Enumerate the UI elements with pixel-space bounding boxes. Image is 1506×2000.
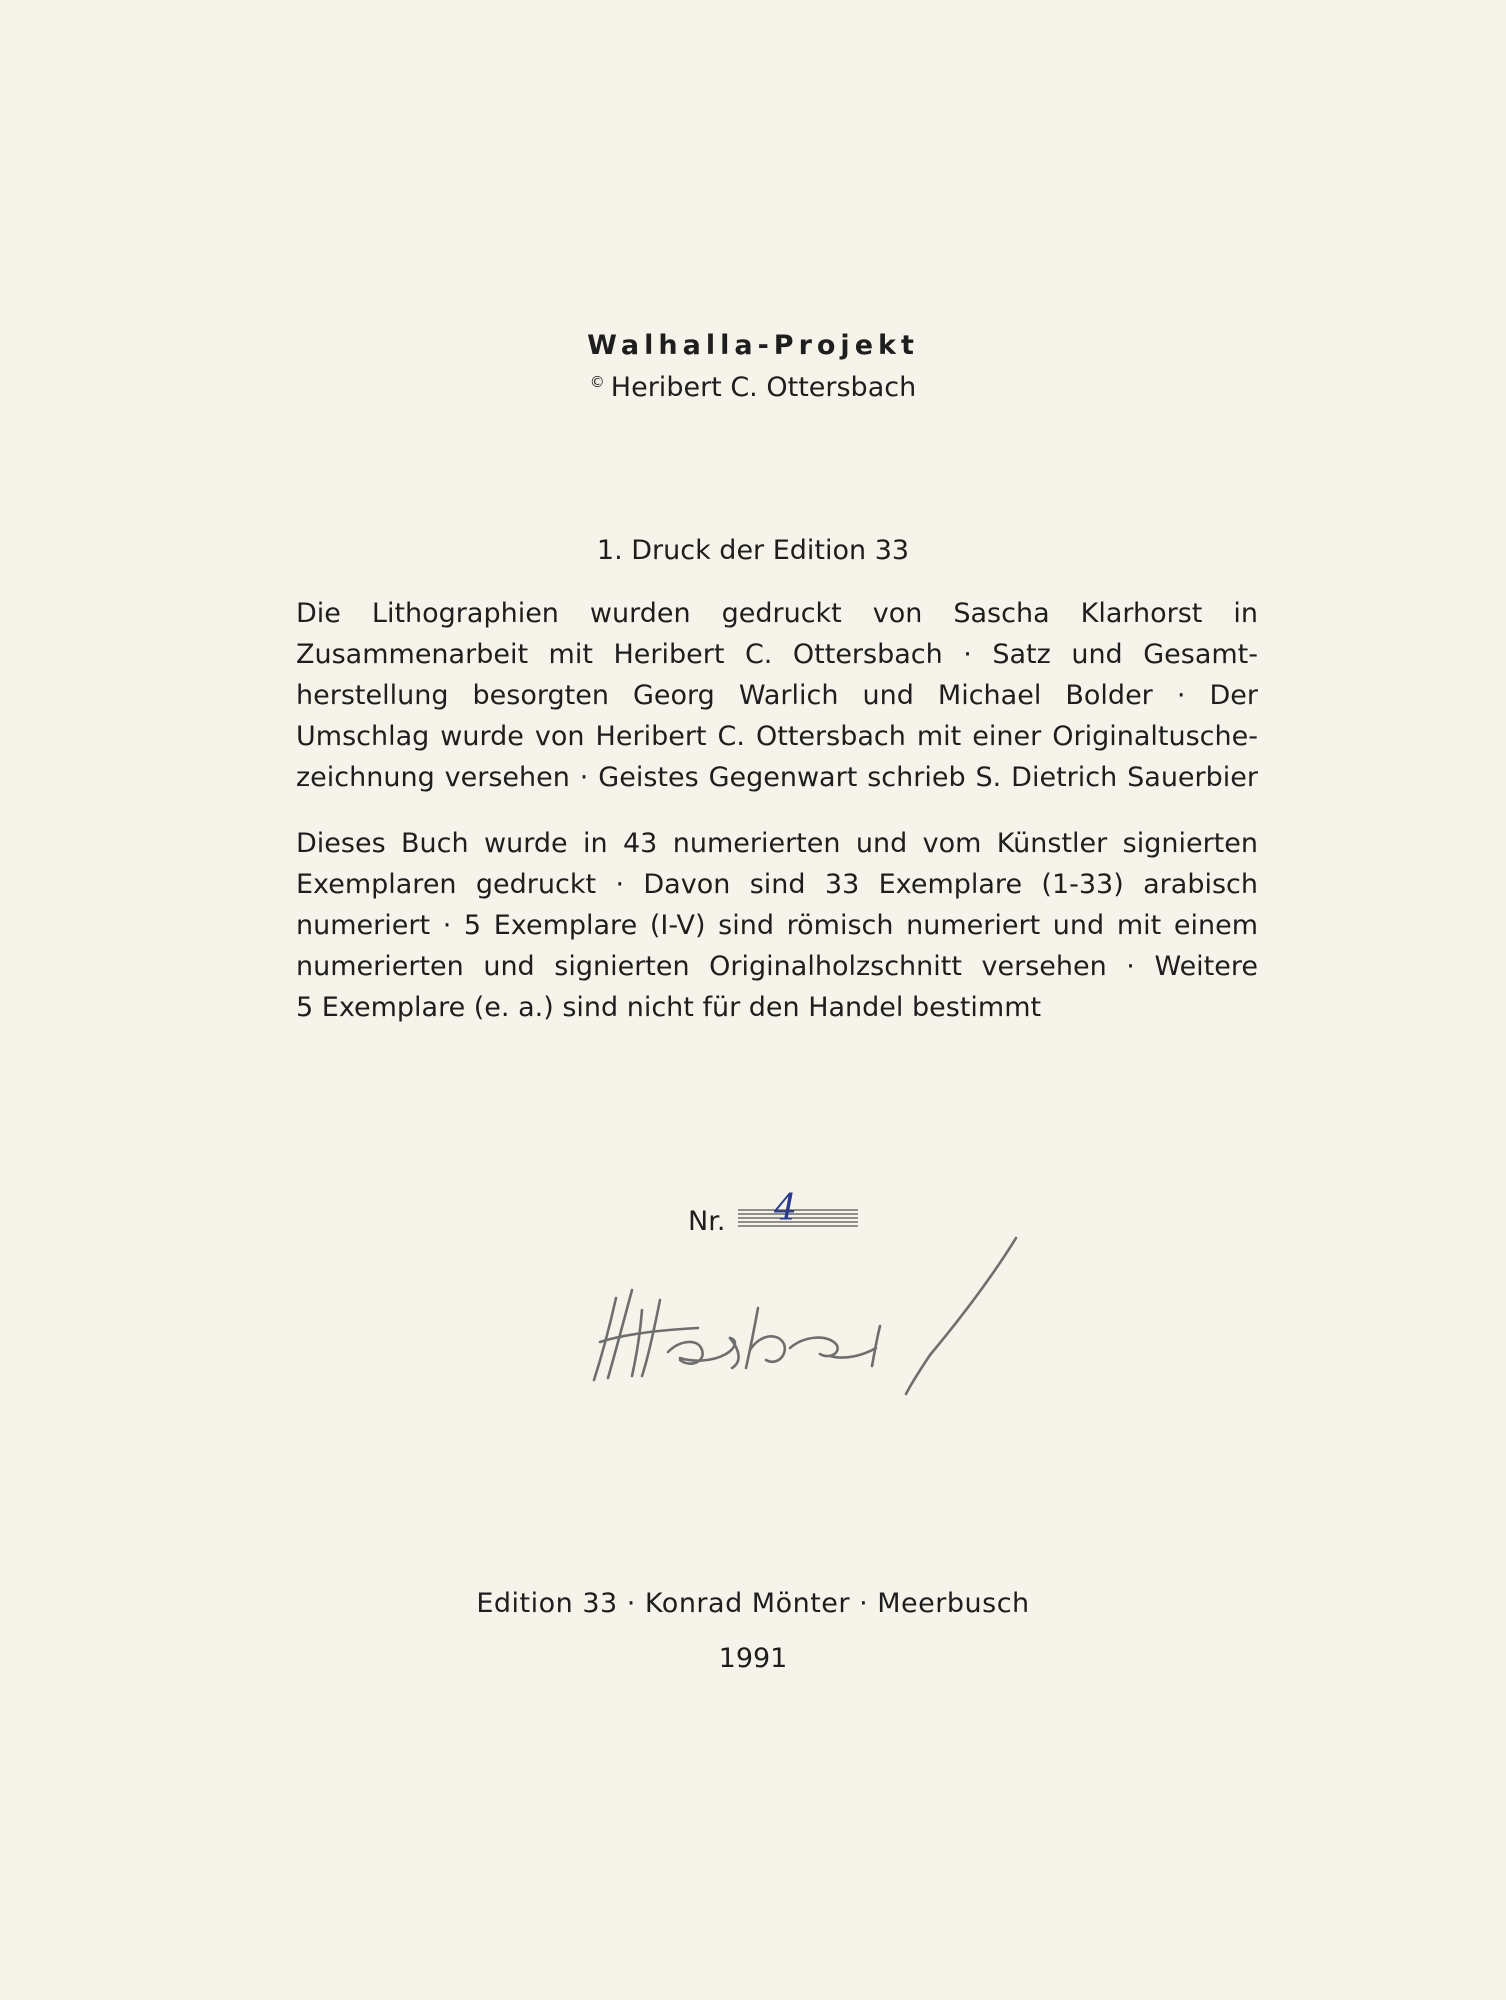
paragraph-line: Umschlag wurde von Heribert C. Ottersbach mit einer Originaltusche- bbox=[296, 721, 1258, 752]
paragraph-line: Exemplaren gedruckt · Davon sind 33 Exemplare (1-33) arabisch bbox=[296, 869, 1258, 900]
paragraph-line: Die Lithographien wurden gedruckt von Sascha Klarhorst in bbox=[296, 598, 1258, 629]
copy-number-handwritten: 4 bbox=[774, 1188, 797, 1229]
paragraph-line: herstellung besorgten Georg Warlich und Michael Bolder · Der bbox=[296, 680, 1258, 711]
copy-number-label: Nr. bbox=[688, 1206, 726, 1237]
copyright-line bbox=[0, 372, 1506, 403]
book-title: Walhalla-Projekt bbox=[587, 330, 919, 361]
paragraph-line: 5 Exemplare (e. a.) sind nicht für den Handel bestimmt bbox=[296, 992, 1042, 1023]
paragraph-line: Dieses Buch wurde in 43 numerierten und vom Künstler signierten bbox=[296, 828, 1258, 859]
edition-size-paragraph bbox=[296, 823, 1258, 1028]
copyright-symbol: © bbox=[589, 373, 605, 391]
paragraph-line: numeriert · 5 Exemplare (I-V) sind römisch numeriert und mit einem bbox=[296, 910, 1258, 941]
artist-signature bbox=[580, 1230, 1040, 1400]
edition-line: 1. Druck der Edition 33 bbox=[596, 535, 910, 566]
paragraph-line: numerierten und signierten Originalholzschnitt versehen · Weitere bbox=[296, 951, 1258, 982]
paragraph-line: zeichnung versehen · Geistes Gegenwart schrieb S. Dietrich Sauerbier bbox=[296, 762, 1258, 793]
paragraph-line: Zusammenarbeit mit Heribert C. Ottersbach · Satz und Gesamt- bbox=[296, 639, 1258, 670]
author-name: Heribert C. Ottersbach bbox=[610, 372, 917, 403]
production-credits-paragraph bbox=[296, 593, 1258, 798]
publisher-imprint: Edition 33 · Konrad Mönter · Meerbusch bbox=[476, 1588, 1030, 1619]
publication-year: 1991 bbox=[718, 1643, 788, 1674]
